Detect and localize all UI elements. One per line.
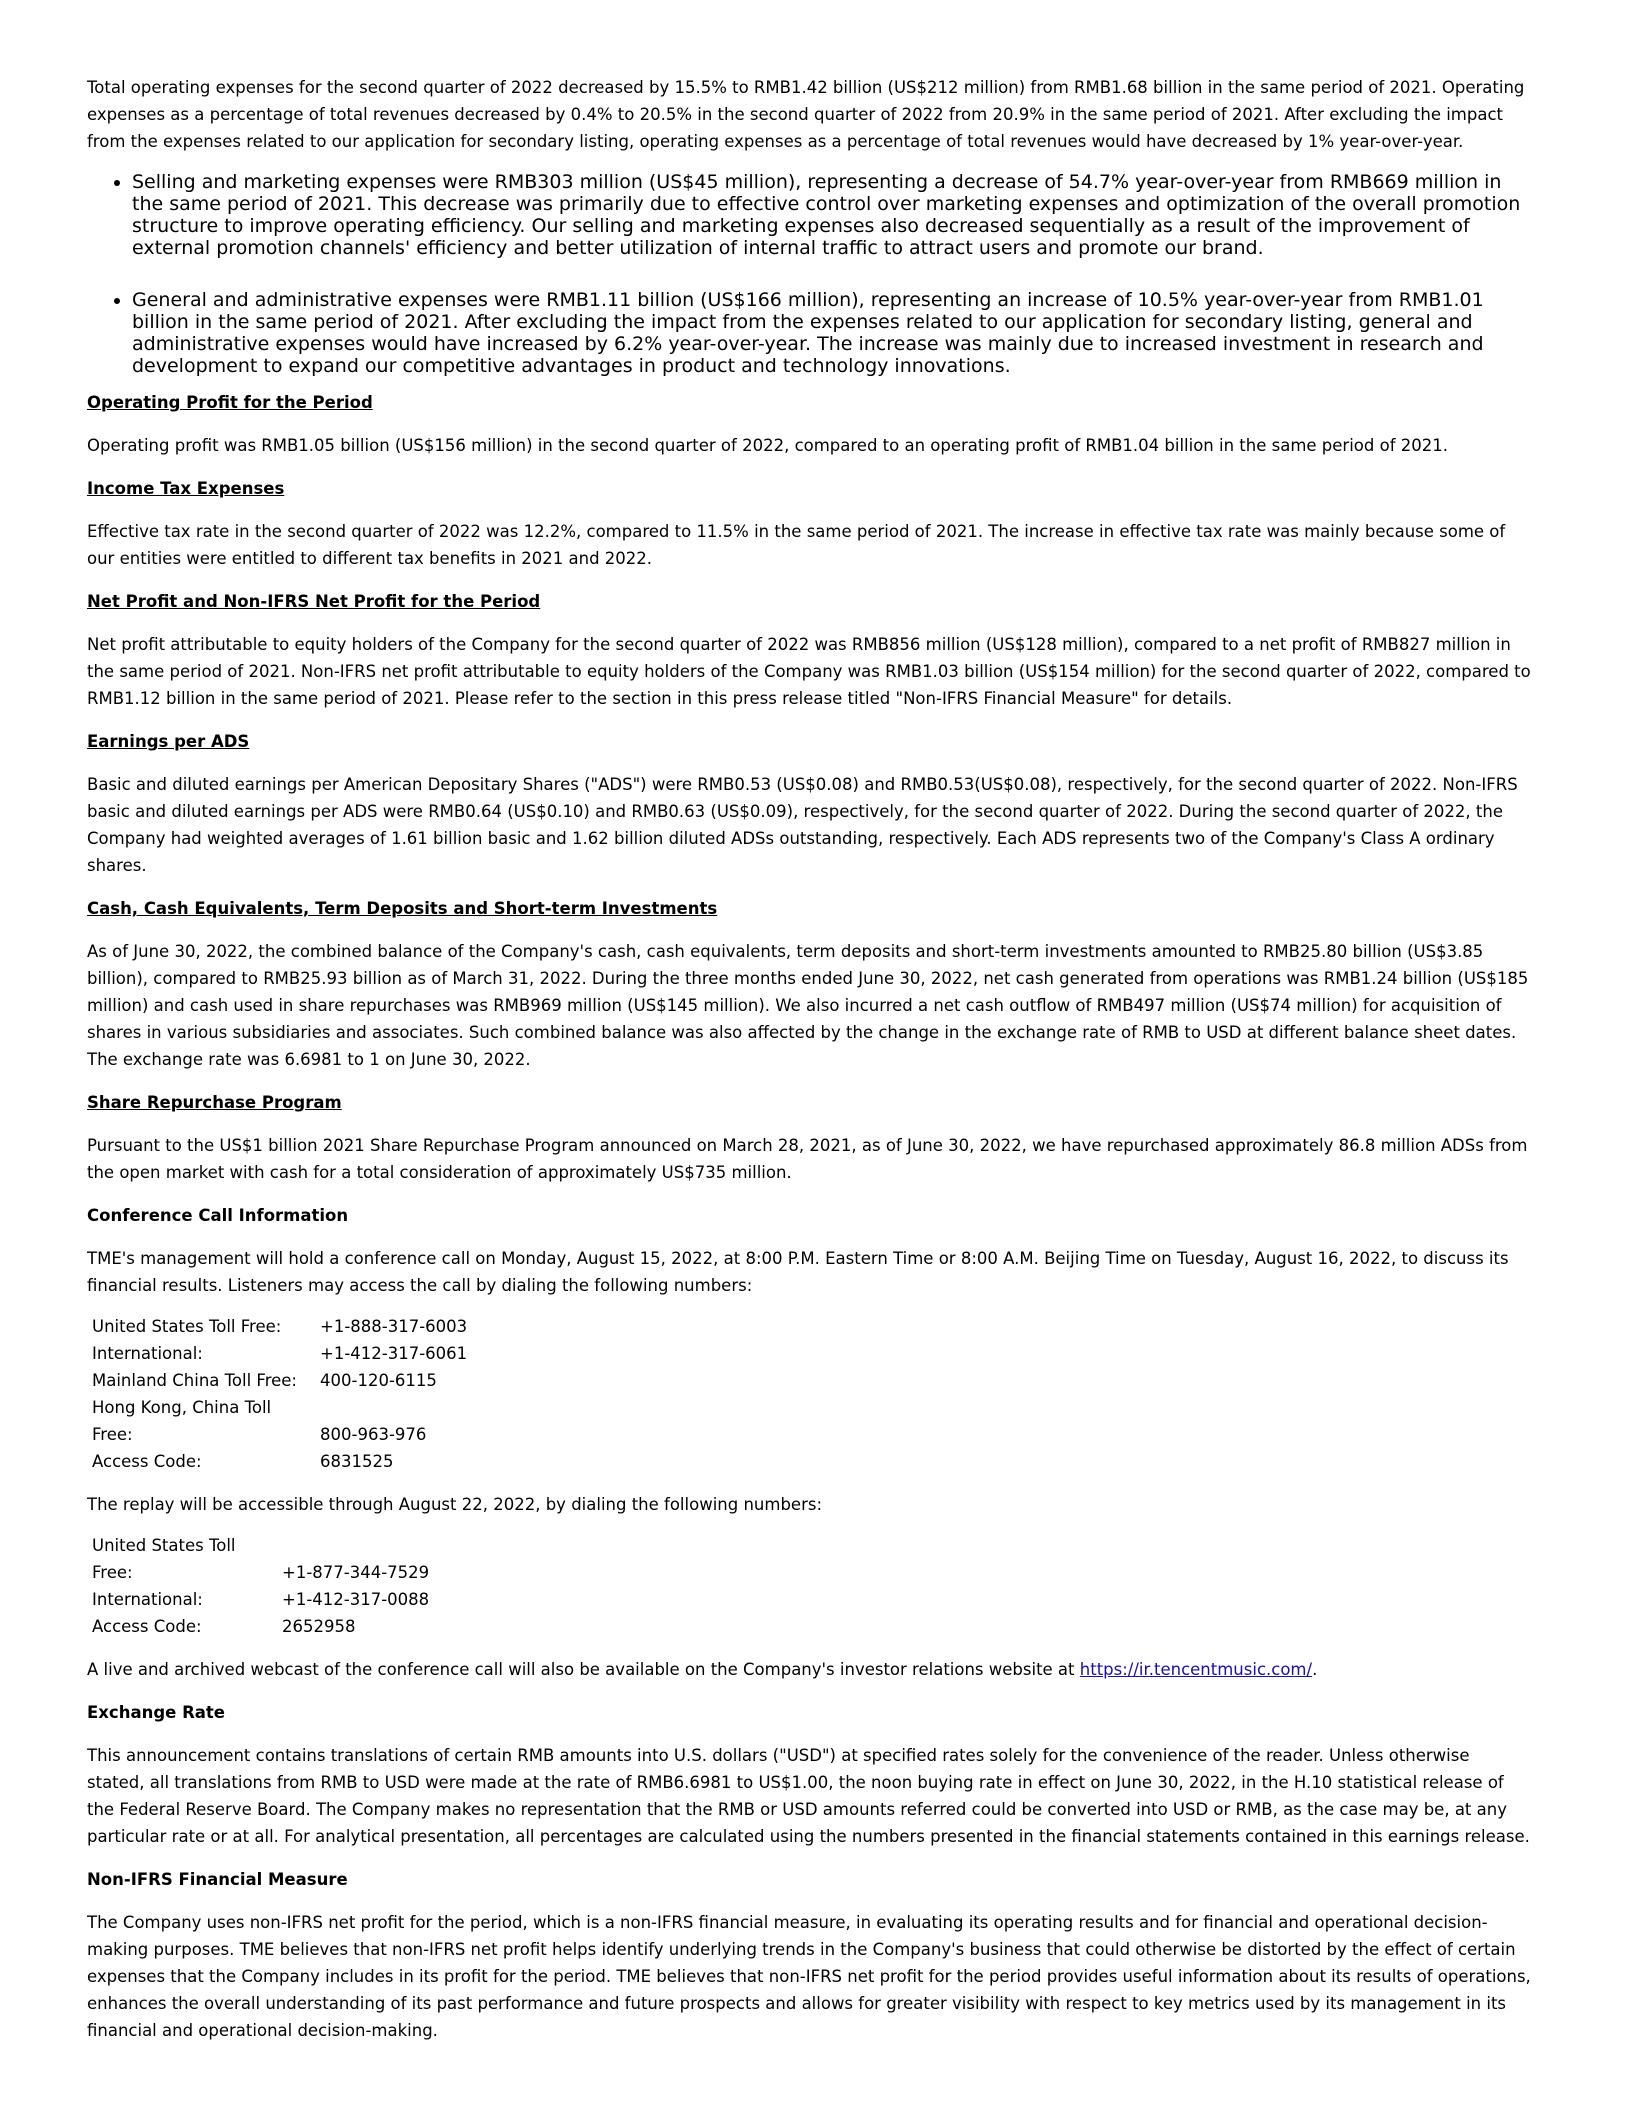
income-tax-heading: Income Tax Expenses <box>87 479 285 498</box>
non-ifrs-text: The Company uses non-IFRS net profit for the period, which is a non-IFRS financial measure, in evaluating its operating results and for financial and operational decision-making purposes. TME believes that non-IFRS net profit helps identify underlying trends in the Company's business that could otherwise be distorted by the effect of certain expenses that the Company includes in its profit for the period. TME believes that non-IFRS net profit for the period provides useful information about its results of operations, enhances the overall understanding of its past performance and future prospects and allows for greater visibility with respect to key metrics used by its management in its financial and operational decision-making. <box>87 1913 1531 2040</box>
table-row <box>92 1559 429 1586</box>
replay-table <box>92 1532 429 1640</box>
dial-number: 800-963-976 <box>320 1425 427 1444</box>
webcast-paragraph <box>87 1656 1531 1683</box>
replay-number: +1-412-317-0088 <box>282 1590 430 1609</box>
dial-label: Hong Kong, China Toll <box>92 1398 272 1417</box>
dial-label: International: <box>92 1344 203 1363</box>
non-ifrs-heading: Non-IFRS Financial Measure <box>87 1870 348 1889</box>
investor-relations-link[interactable]: https://ir.tencentmusic.com/ <box>1079 1660 1313 1679</box>
expense-bullet-list <box>87 171 1531 377</box>
operating-profit-heading: Operating Profit for the Period <box>87 393 373 412</box>
cash-text: As of June 30, 2022, the combined balance of the Company's cash, cash equivalents, term deposits and short-term investments amounted to RMB25.80 billion (US$3.85 billion), compared to RMB25.93 billion as of March 31, 2022. During the three months ended June 30, 2022, net cash generated from operations was RMB1.24 billion (US$185 million) and cash used in share repurchases was RMB969 million (US$145 million). We also incurred a net cash outflow of RMB497 million (US$74 million) for acquisition of shares in various subsidiaries and associates. Such combined balance was also affected by the change in the exchange rate of RMB to USD at different balance sheet dates. The exchange rate was 6.6981 to 1 on June 30, 2022. <box>87 942 1529 1069</box>
income-tax-text: Effective tax rate in the second quarter of 2022 was 12.2%, compared to 11.5% in the same period of 2021. The increase in effective tax rate was mainly because some of our entities were entitled to different tax benefits in 2021 and 2022. <box>87 522 1506 568</box>
dial-label: United States Toll Free: <box>92 1317 282 1336</box>
webcast-text: A live and archived webcast of the conference call will also be available on the Company's investor relations website at <box>87 1660 1080 1679</box>
cash-heading: Cash, Cash Equivalents, Term Deposits and Short-term Investments <box>87 899 718 918</box>
dial-number: +1-888-317-6003 <box>320 1317 468 1336</box>
replay-number: +1-877-344-7529 <box>282 1563 430 1582</box>
replay-label: Access Code: <box>92 1617 202 1636</box>
replay-label: Free: <box>92 1563 133 1582</box>
replay-number: 2652958 <box>282 1617 356 1636</box>
dial-number: +1-412-317-6061 <box>320 1344 468 1363</box>
table-row <box>92 1313 467 1340</box>
conference-heading: Conference Call Information <box>87 1206 349 1225</box>
replay-label: United States Toll <box>92 1536 236 1555</box>
table-row <box>92 1340 467 1367</box>
webcast-end: . <box>1312 1660 1318 1679</box>
general-admin-bullet: • General and administrative expenses were RMB1.11 billion (US$166 million), representing an increase of 10.5% year-over-year from RMB1.01 billion in the same period of 2021. After excluding the impact from the expenses related to our application for secondary listing, general and administrative expenses would have increased by 6.2% year-over-year. The increase was mainly due to increased investment in research and development to expand our competitive advantages in product and technology innovations. <box>132 289 1531 377</box>
dial-in-table <box>92 1313 467 1475</box>
repurchase-heading: Share Repurchase Program <box>87 1093 342 1112</box>
exchange-rate-text: This announcement contains translations of certain RMB amounts into U.S. dollars ("USD") at specified rates solely for the convenience of the reader. Unless otherwise stated, all translations from RMB to USD were made at the rate of RMB6.6981 to US$1.00, the noon buying rate in effect on June 30, 2022, in the H.10 statistical release of the Federal Reserve Board. The Company makes no representation that the RMB or USD amounts referred could be converted into USD or RMB, as the case may be, at any particular rate or at all. For analytical presentation, all percentages are calculated using the numbers presented in the financial statements contained in this earnings release. <box>87 1746 1530 1846</box>
net-profit-text: Net profit attributable to equity holders of the Company for the second quarter of 2022 was RMB856 million (US$128 million), compared to a net profit of RMB827 million in the same period of 2021. Non-IFRS net profit attributable to equity holders of the Company was RMB1.03 billion (US$154 million) for the second quarter of 2022, compared to RMB1.12 billion in the same period of 2021. Please refer to the section in this press release titled "Non-IFRS Financial Measure" for details. <box>87 635 1531 708</box>
dial-label: Access Code: <box>92 1452 202 1471</box>
eps-heading: Earnings per ADS <box>87 732 250 751</box>
repurchase-text: Pursuant to the US$1 billion 2021 Share Repurchase Program announced on March 28, 2021, as of June 30, 2022, we have repurchased approximately 86.8 million ADSs from the open market with cash for a total consideration of approximately US$735 million. <box>87 1136 1528 1182</box>
opex-paragraph: Total operating expenses for the second quarter of 2022 decreased by 15.5% to RMB1.42 billion (US$212 million) from RMB1.68 billion in the same period of 2021. Operating expenses as a percentage of total revenues decreased by 0.4% to 20.5% in the second quarter of 2022 from 20.9% in the same period of 2021. After excluding the impact from the expenses related to our application for secondary listing, operating expenses as a percentage of total revenues would have decreased by 1% year-over-year. <box>87 78 1525 151</box>
net-profit-heading: Net Profit and Non-IFRS Net Profit for the Period <box>87 592 541 611</box>
dial-number <box>320 1394 467 1421</box>
dial-number: 400-120-6115 <box>320 1371 437 1390</box>
replay-label: International: <box>92 1590 203 1609</box>
dial-label: Free: <box>92 1425 133 1444</box>
table-row <box>92 1394 467 1421</box>
table-row <box>92 1586 429 1613</box>
table-row <box>92 1532 429 1559</box>
selling-marketing-bullet: • Selling and marketing expenses were RMB303 million (US$45 million), representing a decrease of 54.7% year-over-year from RMB669 million in the same period of 2021. This decrease was primarily due to effective control over marketing expenses and optimization of the overall promotion structure to improve operating efficiency. Our selling and marketing expenses also decreased sequentially as a result of the improvement of external promotion channels' efficiency and better utilization of internal traffic to attract users and promote our brand. <box>132 171 1531 259</box>
table-row <box>92 1448 467 1475</box>
exchange-rate-heading: Exchange Rate <box>87 1703 225 1722</box>
eps-text: Basic and diluted earnings per American Depositary Shares ("ADS") were RMB0.53 (US$0.08) and RMB0.53(US$0.08), respectively, for the second quarter of 2022. Non-IFRS basic and diluted earnings per ADS were RMB0.64 (US$0.10) and RMB0.63 (US$0.09), respectively, for the second quarter of 2022. During the second quarter of 2022, the Company had weighted averages of 1.61 billion basic and 1.62 billion diluted ADSs outstanding, respectively. Each ADS represents two of the Company's Class A ordinary shares. <box>87 775 1518 875</box>
conference-intro: TME's management will hold a conference call on Monday, August 15, 2022, at 8:00 P.M. Eastern Time or 8:00 A.M. Beijing Time on Tuesday, August 16, 2022, to discuss its financial results. Listeners may access the call by dialing the following numbers: <box>87 1249 1509 1295</box>
replay-intro: The replay will be accessible through August 22, 2022, by dialing the following numbers: <box>87 1495 823 1514</box>
replay-number <box>282 1532 429 1559</box>
table-row <box>92 1367 467 1394</box>
table-row <box>92 1613 429 1640</box>
dial-label: Mainland China Toll Free: <box>92 1371 297 1390</box>
table-row <box>92 1421 467 1448</box>
operating-profit-text: Operating profit was RMB1.05 billion (US$156 million) in the second quarter of 2022, compared to an operating profit of RMB1.04 billion in the same period of 2021. <box>87 436 1448 455</box>
dial-number: 6831525 <box>320 1452 394 1471</box>
